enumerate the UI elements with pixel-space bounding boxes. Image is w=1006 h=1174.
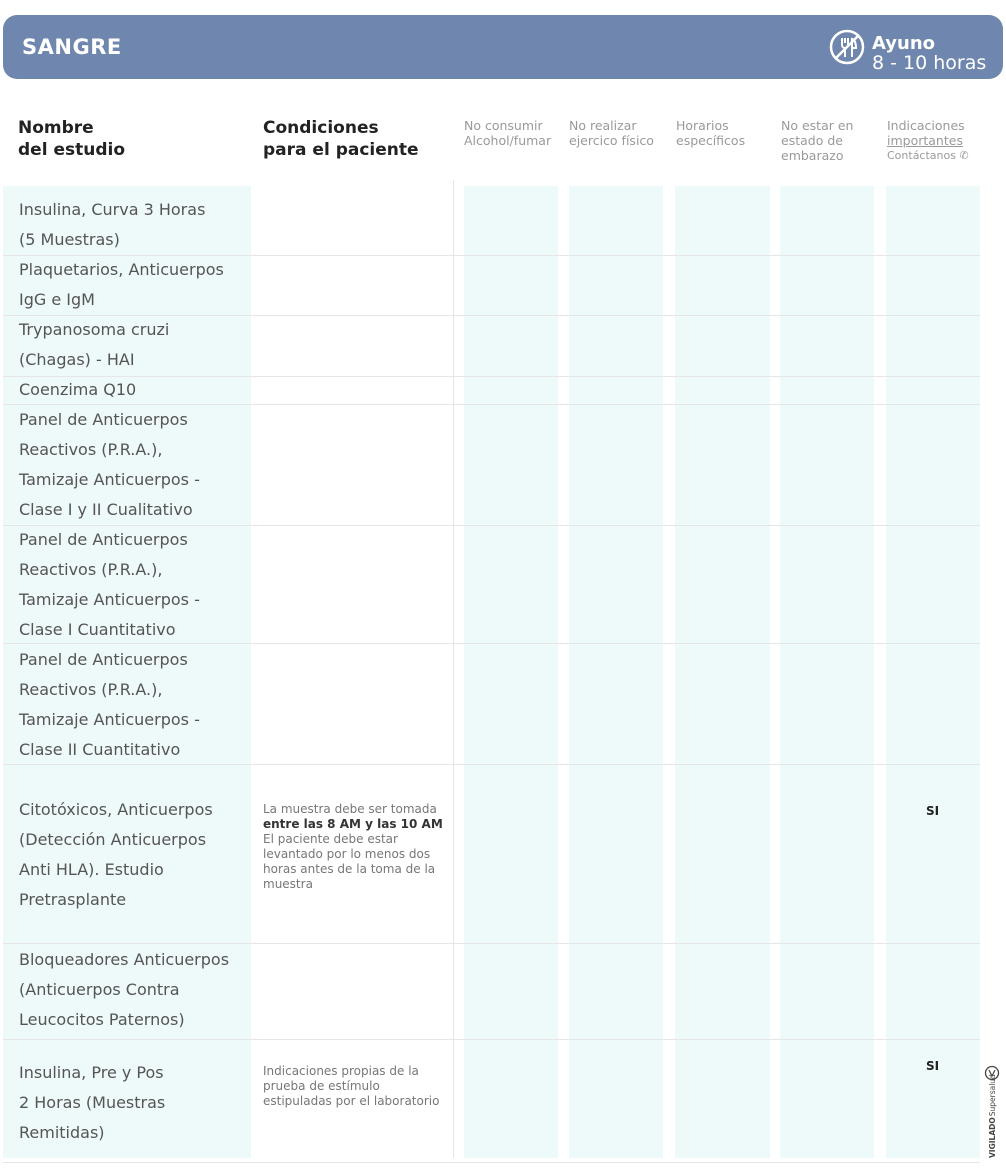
column-header-schedule-line1: Horarios bbox=[676, 118, 729, 133]
indicator-si: SI bbox=[926, 804, 940, 818]
alcohol-column-band bbox=[464, 186, 558, 1158]
row-name-line: Clase I y II Cualitativo bbox=[19, 500, 193, 519]
conditions-text: La muestra debe ser tomada bbox=[263, 802, 437, 816]
column-header-alcohol-line2: Alcohol/fumar bbox=[464, 133, 552, 148]
table-row-name bbox=[19, 1058, 244, 1148]
exercise-column-band bbox=[569, 186, 663, 1158]
table-row-name bbox=[19, 195, 244, 255]
row-name-line: Tamizaje Anticuerpos - bbox=[19, 590, 200, 609]
phone-icon: ✆ bbox=[959, 149, 969, 162]
row-name-line: (Chagas) - HAI bbox=[19, 350, 135, 369]
schedule-column-band bbox=[675, 186, 770, 1158]
row-name-line: Clase I Cuantitativo bbox=[19, 620, 176, 639]
column-header-exercise-line2: ejercico físico bbox=[569, 133, 654, 148]
column-header-exercise-line1: No realizar bbox=[569, 118, 637, 133]
row-name-line: 2 Horas (Muestras bbox=[19, 1093, 166, 1112]
column-header-schedule bbox=[676, 118, 745, 148]
column-header-alcohol bbox=[464, 118, 551, 148]
fasting-icon bbox=[829, 29, 865, 65]
column-header-cond-line1: Condiciones bbox=[263, 118, 379, 138]
row-name-line: (Anticuerpos Contra bbox=[19, 980, 180, 999]
column-divider bbox=[453, 180, 454, 1158]
fasting-hours: 8 - 10 horas bbox=[872, 52, 987, 74]
contact-link[interactable]: importantes bbox=[887, 133, 963, 148]
column-header-name bbox=[18, 117, 125, 161]
table-row-name bbox=[19, 255, 244, 315]
section-title: SANGRE bbox=[22, 35, 122, 59]
fasting-label: Ayuno bbox=[872, 33, 936, 54]
row-conditions bbox=[263, 802, 443, 892]
column-header-cond-line2: para el paciente bbox=[263, 140, 419, 160]
row-name-line: Anti HLA). Estudio bbox=[19, 860, 164, 879]
contact-label: Contáctanos bbox=[887, 149, 956, 162]
row-divider bbox=[3, 1039, 980, 1040]
row-name-line: Tamizaje Anticuerpos - bbox=[19, 470, 200, 489]
pregnancy-column-band bbox=[780, 186, 874, 1158]
section-header bbox=[3, 15, 1003, 79]
row-name-line: Remitidas) bbox=[19, 1123, 105, 1142]
table-row-name bbox=[19, 795, 244, 915]
indications-column-band bbox=[886, 186, 980, 1158]
row-name-line: Insulina, Pre y Pos bbox=[19, 1063, 164, 1082]
column-header-schedule-line2: específicos bbox=[676, 133, 746, 148]
row-name-line: Tamizaje Anticuerpos - bbox=[19, 710, 200, 729]
row-divider bbox=[3, 1162, 980, 1163]
table-row-name bbox=[19, 945, 244, 1035]
row-name-line: Bloqueadores Anticuerpos bbox=[19, 950, 230, 969]
column-header-alcohol-line1: No consumir bbox=[464, 118, 543, 133]
row-name-line: Clase II Cuantitativo bbox=[19, 740, 181, 759]
row-name-line: (Detección Anticuerpos bbox=[19, 830, 207, 849]
row-conditions bbox=[263, 1064, 443, 1109]
column-header-exercise bbox=[569, 118, 654, 148]
row-name-line: Citotóxicos, Anticuerpos bbox=[19, 800, 213, 819]
column-header-pregnancy-line2: estado de bbox=[781, 133, 843, 148]
row-name-line: Panel de Anticuerpos bbox=[19, 410, 188, 429]
conditions-highlight: entre las 8 AM y las 10 AM bbox=[263, 817, 443, 831]
table-row-name bbox=[19, 315, 244, 375]
row-name-line: Pretrasplante bbox=[19, 890, 127, 909]
row-name-line: Reactivos (P.R.A.), bbox=[19, 680, 163, 699]
indicator-si: SI bbox=[926, 1059, 940, 1073]
table-row-name bbox=[19, 375, 244, 405]
row-name-line: Coenzima Q10 bbox=[19, 380, 137, 399]
column-header-pregnancy-line3: embarazo bbox=[781, 148, 844, 163]
table-row-name bbox=[19, 645, 244, 765]
column-header-name-line2: del estudio bbox=[18, 140, 125, 160]
row-divider bbox=[3, 943, 980, 944]
column-header-pregnancy-line1: No estar en bbox=[781, 118, 854, 133]
column-header-indications bbox=[887, 118, 969, 163]
conditions-text: El paciente debe estar levantado por lo menos dos horas antes de la toma de la muestra bbox=[263, 832, 436, 891]
row-name-line: Panel de Anticuerpos bbox=[19, 530, 188, 549]
column-header-conditions bbox=[263, 117, 419, 161]
column-header-indications-line1: Indicaciones bbox=[887, 118, 965, 133]
supersalud-logo bbox=[983, 1064, 1001, 1160]
row-name-line: Plaquetarios, Anticuerpos bbox=[19, 260, 224, 279]
row-name-line: IgG e IgM bbox=[19, 290, 95, 309]
row-name-line: (5 Muestras) bbox=[19, 230, 120, 249]
supersalud-text: VIGILADOSupersalud bbox=[988, 1074, 997, 1158]
column-header-contact[interactable] bbox=[887, 148, 969, 163]
row-name-line: Reactivos (P.R.A.), bbox=[19, 440, 163, 459]
table-row-name bbox=[19, 525, 244, 645]
column-header-pregnancy bbox=[781, 118, 853, 163]
conditions-text: Indicaciones propias de la prueba de estímulo estipuladas por el laboratorio bbox=[263, 1064, 440, 1108]
table-row-name bbox=[19, 405, 244, 525]
row-name-line: Leucocitos Paternos) bbox=[19, 1010, 185, 1029]
row-name-line: Trypanosoma cruzi bbox=[19, 320, 170, 339]
column-header-name-line1: Nombre bbox=[18, 118, 94, 138]
row-name-line: Reactivos (P.R.A.), bbox=[19, 560, 163, 579]
row-name-line: Insulina, Curva 3 Horas bbox=[19, 200, 206, 219]
row-name-line: Panel de Anticuerpos bbox=[19, 650, 188, 669]
